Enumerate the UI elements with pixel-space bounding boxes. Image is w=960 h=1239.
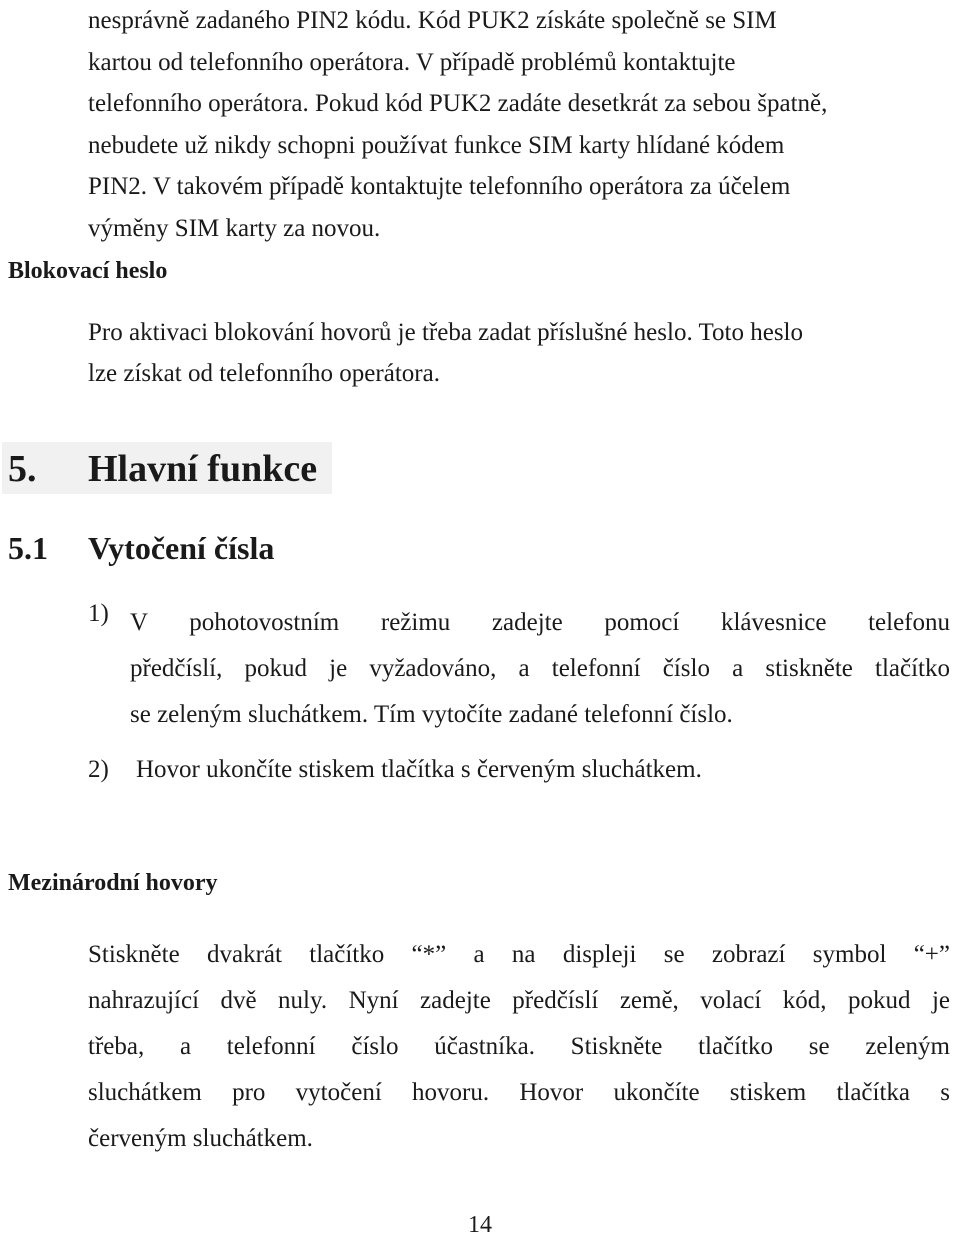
chapter-number: 5. [8, 448, 37, 490]
mezinarodni-hovory-paragraph [88, 932, 950, 1162]
mezi-line-2: nahrazující dvě nuly. Nyní zadejte předčíslí země, volací kód, pokud je [88, 987, 950, 1014]
blokovaci-line-2: lze získat od telefonního operátora. [88, 360, 440, 387]
intro-line-5: PIN2. V takovém případě kontaktujte telefonního operátora za účelem [88, 173, 791, 200]
step-1-number: 1) [88, 600, 109, 627]
step-1-line-1: V pohotovostním režimu zadejte pomocí klávesnice telefonu [130, 609, 950, 636]
mezi-line-1: Stiskněte dvakrát tlačítko “*” a na displeji se zobrazí symbol “+” [88, 941, 950, 968]
mezi-line-4: sluchátkem pro vytočení hovoru. Hovor ukončíte stiskem tlačítka s [88, 1079, 950, 1106]
step-2-number: 2) [88, 756, 109, 783]
blokovaci-heslo-heading: Blokovací heslo [8, 258, 168, 284]
step-1-line-2: předčíslí, pokud je vyžadováno, a telefonní číslo a stiskněte tlačítko [130, 655, 950, 682]
chapter-title: Hlavní funkce [88, 448, 318, 490]
blokovaci-line-1: Pro aktivaci blokování hovorů je třeba zadat příslušné heslo. Toto heslo [88, 319, 803, 346]
step-1-text [130, 600, 950, 738]
page-number: 14 [468, 1212, 492, 1238]
section-number: 5.1 [8, 530, 48, 566]
blokovaci-heslo-paragraph [88, 312, 952, 394]
mezi-line-5: červeným sluchátkem. [88, 1125, 313, 1152]
intro-line-2: kartou od telefonního operátora. V případě problémů kontaktujte [88, 48, 736, 76]
step-2-text: Hovor ukončíte stiskem tlačítka s červeným sluchátkem. [136, 756, 702, 783]
section-title: Vytočení čísla [88, 530, 275, 566]
intro-line-6: výměny SIM karty za novou. [88, 214, 381, 242]
intro-line-4: nebudete už nikdy schopni používat funkce SIM karty hlídané kódem [88, 131, 785, 159]
mezi-line-3: třeba, a telefonní číslo účastníka. Stiskněte tlačítko se zeleným [88, 1033, 950, 1060]
intro-line-1: nesprávně zadaného PIN2 kódu. Kód PUK2 získáte společně se SIM [88, 7, 777, 34]
mezinarodni-hovory-heading: Mezinárodní hovory [8, 870, 218, 896]
intro-line-3: telefonního operátora. Pokud kód PUK2 zadáte desetkrát za sebou špatně, [88, 90, 828, 117]
step-1-line-3: se zeleným sluchátkem. Tím vytočíte zadané telefonní číslo. [130, 701, 733, 728]
intro-paragraph [88, 0, 952, 249]
